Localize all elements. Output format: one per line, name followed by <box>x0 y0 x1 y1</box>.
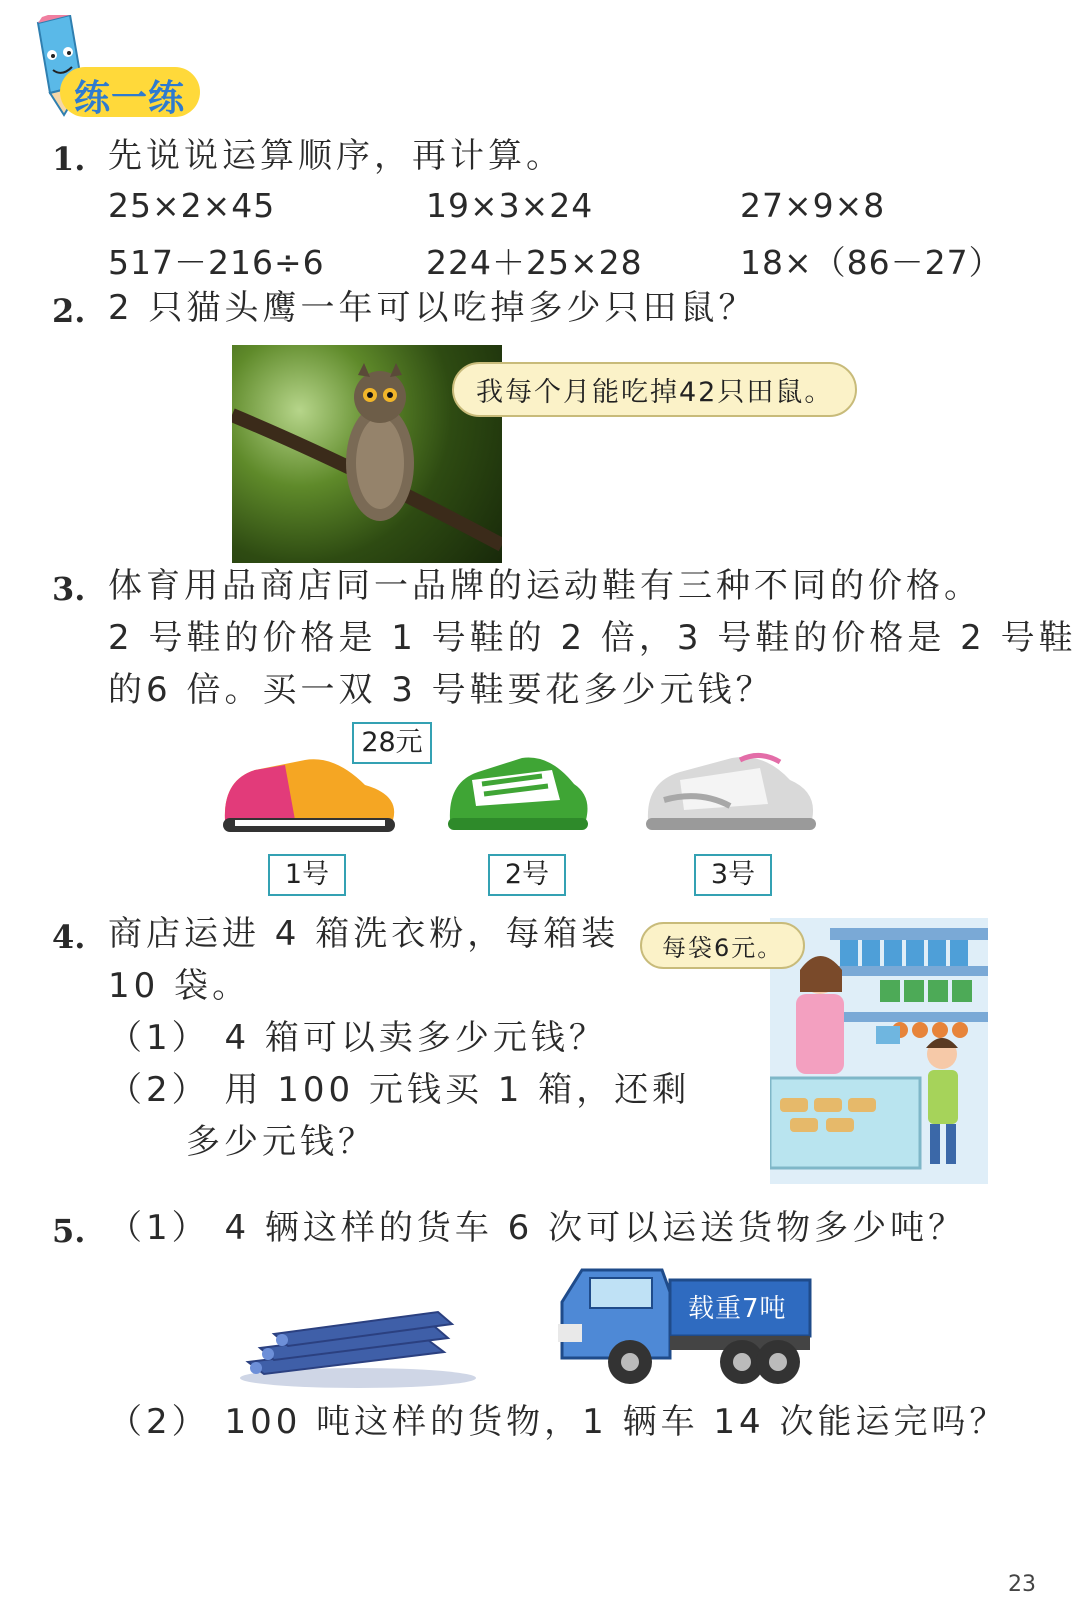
clerk-speech-bubble: 每袋6元。 <box>640 922 805 969</box>
question-4-number: 4. <box>52 918 86 956</box>
section-title: 练一练 <box>74 78 186 119</box>
question-3-number: 3. <box>52 570 86 608</box>
shoe-2-label: 2号 <box>488 854 566 896</box>
question-3-line-1: 体育用品商店同一品牌的运动鞋有三种不同的价格。 <box>108 566 982 606</box>
expression-1: 25×2×45 <box>108 186 276 225</box>
store-scene-icon <box>770 918 988 1184</box>
shoe-3-icon <box>640 740 820 840</box>
question-2-number: 2. <box>52 292 86 330</box>
question-3-line-2: 2 号鞋的价格是 1 号鞋的 2 倍，3 号鞋的价格是 2 号鞋 <box>108 618 1077 658</box>
question-4-line-2: 10 袋。 <box>108 966 251 1006</box>
question-1-number: 1. <box>52 140 86 178</box>
section-badge <box>20 15 200 120</box>
question-1-text: 先说说运算顺序，再计算。 <box>108 136 564 176</box>
shoe-1-icon <box>215 740 405 840</box>
question-4-part-2-cont: 多少元钱？ <box>186 1122 376 1162</box>
question-3-line-3: 的6 倍。买一双 3 号鞋要花多少元钱？ <box>108 670 774 710</box>
expression-4: 517－216÷6 <box>108 243 325 282</box>
expression-3: 27×9×8 <box>740 186 886 225</box>
question-2-text: 2 只猫头鹰一年可以吃掉多少只田鼠？ <box>108 288 757 328</box>
truck-icon <box>552 1262 814 1392</box>
truck-capacity-label: 载重7吨 <box>688 1294 787 1324</box>
question-5-part-2: （2） 100 吨这样的货物，1 辆车 14 次能运完吗？ <box>108 1402 1008 1442</box>
expression-6: 18×（86－27） <box>740 243 1003 282</box>
owl-speech-bubble: 我每个月能吃掉42只田鼠。 <box>452 362 857 417</box>
question-5-number: 5. <box>52 1212 86 1250</box>
price-tag: 28元 <box>352 722 432 764</box>
steel-pipes-icon <box>238 1300 478 1390</box>
question-4-part-1: （1） 4 箱可以卖多少元钱？ <box>108 1018 607 1058</box>
expression-2: 19×3×24 <box>426 186 594 225</box>
page-number: 23 <box>1008 1572 1036 1597</box>
shoe-2-icon <box>442 740 592 840</box>
question-4-part-2: （2） 用 100 元钱买 1 箱，还剩 <box>108 1070 691 1110</box>
question-5-part-1: （1） 4 辆这样的货车 6 次可以运送货物多少吨？ <box>108 1208 967 1248</box>
shoe-1-label: 1号 <box>268 854 346 896</box>
expression-5: 224＋25×28 <box>426 243 643 282</box>
shoe-3-label: 3号 <box>694 854 772 896</box>
question-4-line-1: 商店运进 4 箱洗衣粉，每箱装 <box>108 914 620 954</box>
